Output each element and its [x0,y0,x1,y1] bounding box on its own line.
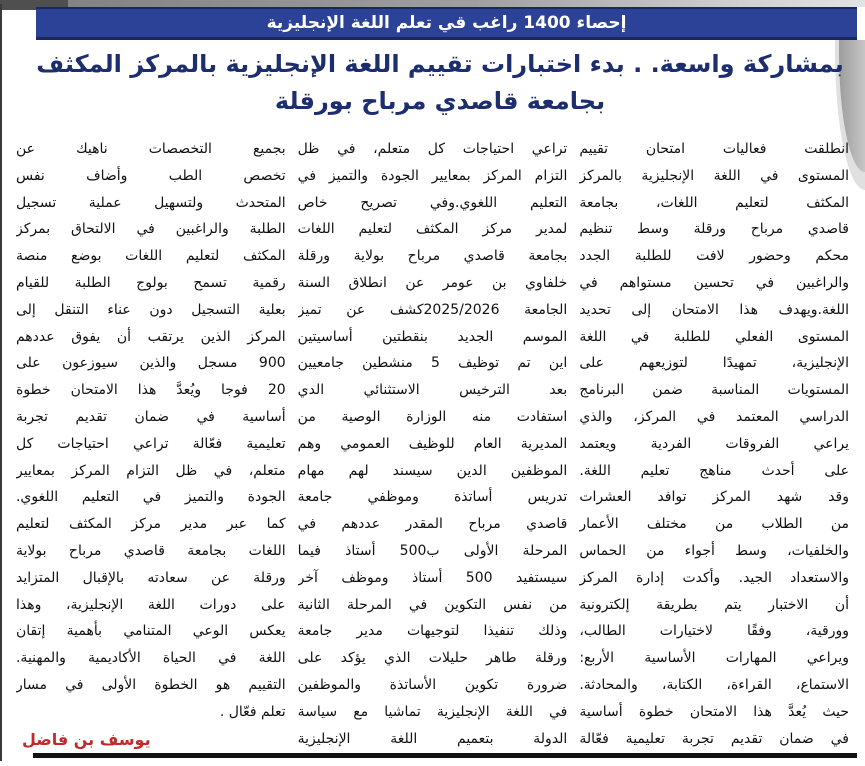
article-line: المتحدث ولتسهيل عملية تسجيل [15,194,286,211]
article-line: سيستفيد 500 أستاذ وموظف آخر [297,569,568,586]
article-line: اللغة.ويهدف هذا الامتحان إلى تحديد [579,301,849,318]
article-line: ويراعي المهارات الأساسية الأربع: [579,650,849,667]
article-line: الاستماع، القراءة، الكتابة، والمحادثة. [579,676,849,693]
article-column-right [579,136,849,754]
kicker-bar [36,7,857,40]
article-line: خلفاوي بن عومر عن انطلاق السنة [297,274,568,291]
article-line: المرحلة الأولى ب500 أستاذ فيما [297,542,568,559]
article-line: التعليم اللغوي.وفي تصريح خاص [297,194,568,211]
article-line: ورقلة طاهر حليلات الذي يؤكد على [297,650,568,667]
article-line: رقمية تسمح بولوج الطلبة للقيام [15,274,286,291]
article-line: ضرورة تكوين الأساتذة والموظفين [297,676,568,693]
article-line: يعكس الوعي المتنامي بأهمية إتقان [15,623,286,640]
article-line: في اللغة الإنجليزية تماشيا مع سياسة [297,703,568,720]
article-line: على دورات اللغة الإنجليزية، وهذا [15,596,286,613]
article-line: تدريس أساتذة وموظفي جامعة [297,489,568,506]
article-line: الجودة والتميز في التعليم اللغوي. [15,489,286,506]
article-line: اين تم توظيف 5 منشطين جامعيين [297,355,568,372]
article-body [16,136,849,754]
article-line: حيث يُعدَّ هذا الامتحان خطوة أساسية [579,703,849,720]
scan-top-edge [0,0,865,7]
article-line: الدولة بتعميم اللغة الإنجليزية [297,730,568,747]
article-line: يراعي الفروقات الفردية ويعتمد [579,435,849,452]
article-line: بعلية التسجيل دون عناء التنقل إلى [15,301,286,318]
article-line: أساسية في ضمان تقديم تجربة [15,408,286,425]
article-line: الدراسي المعتمد في المركز، والذي [579,408,849,425]
article-line: المستويات المناسبة ضمن البرنامج [579,382,849,399]
article-line: المستوى الفعلي للطلبة في اللغة [579,328,849,345]
article-line: وورقية، وفقًا لاختيارات الطالب، [579,623,849,640]
article-line: المركز الذين يرتقب أن يفوق عددهم [15,328,286,345]
article-line: بجامعة قاصدي مرباح بولاية ورقلة [297,248,568,265]
article-line: الجامعة 2025/2026كشف عن تميز [297,301,568,318]
article-line: الموظفين الدين سيسند لهم مهام [297,462,568,479]
article-line: تخصص الطب وأضاف نفس [15,167,286,184]
article-line: تعليمية فعّالة تراعي احتياجات كل [15,435,286,452]
article-line: 900 مسجل والذين سيوزعون على [15,355,286,372]
article-line: وذلك تنفيذا لتوجيهات مدير جامعة [297,623,568,640]
article-line: بعد الترخيس الاستثنائي الدي [297,382,568,399]
article-line: انطلقت فعاليات امتحان تقييم [579,141,849,157]
article-line: الموسم الجديد بنقطتين أساسيتين [297,328,568,345]
article-line: اللغة في الحياة الأكاديمية والمهنية. [15,650,286,667]
article-line: لمدير مركز المكثف لتعليم اللغات [297,221,568,238]
article-line: محكم وحضور لافت للطلبة الجدد [579,248,849,265]
headline-line-1: بمشاركة واسعة. . بدء اختبارات تقييم اللغة الإنجليزية بالمركز المكثف [36,50,844,78]
article-line: والاستعداد الجيد. وأكدت إدارة المركز [579,569,849,586]
article-line: من نفس التكوين في المرحلة الثانية [297,596,568,613]
headline [30,44,850,118]
article-column-middle [298,136,568,754]
author-byline: يوسف بن فاضل [21,729,151,749]
article-line: وقد شهد المركز توافد العشرات [579,489,849,506]
article-line: تعلم فعّال . [219,703,286,720]
article-column-left [16,136,286,754]
article-line: على أحدث مناهج تعليم اللغة. [579,462,849,479]
article-line: قاصدي مرباح المقدر عددهم في [297,516,568,533]
article-line: الإنجليزية، تمهيدًا لتوزيعهم على [579,355,849,372]
article-line: أن الاختبار يتم بطريقة إلكترونية [579,596,849,613]
article-line: المستوى في اللغة الإنجليزية بالمركز [579,167,849,184]
article-line: التزام المركز بمعايير الجودة والتميز في [297,167,568,184]
article-line: المكثف لتعليم اللغات بوضع منصة [15,248,286,265]
article-line: والراغبين في تحسين مستواهم في [579,274,849,291]
article-line: من الطلاب من مختلف الأعمار [579,516,849,533]
article-line: قاصدي مرباح ورقلة وسط تنظيم [579,221,849,238]
headline-line-2: بجامعة قاصدي مرباح بورقلة [274,87,606,115]
article-line: كما عبر مدير مركز المكثف لتعليم [15,516,286,533]
article-bottom-rule [33,753,857,758]
article-line: المكثف لتعليم اللغات، بجامعة [579,194,849,211]
article-line: الطلبة والراغبين في الالتحاق بمركز [15,221,286,238]
article-line: المديرية العام للوظيف العمومي وهم [297,435,568,452]
article-left-border [0,4,2,761]
article-line: 20 فوجا ويُعدَّ هذا الامتحان خطوة [15,382,286,399]
article-line: تراعي احتياجات كل متعلم، في ظل [297,141,568,157]
article-line: استفادت منه الوزارة الوصية من [297,408,568,425]
article-line: التقييم هو الخطوة الأولى في مسار [15,676,286,693]
article-line: بجميع التخصصات ناهيك عن [15,141,286,157]
article-line: في ضمان تقديم تجربة تعليمية فعّالة [579,730,849,747]
kicker-text: إحصاء 1400 راغب قي تعلم اللغة الإنجليزية [266,13,627,33]
article-line: متعلم، في ظل التزام المركز بمعايير [15,462,286,479]
article-line: اللغات بجامعة قاصدي مرباح بولاية [15,542,286,559]
article-line: ورقلة عن سعادته بالإقبال المتزايد [15,569,286,586]
article-line: والخلفيات، وسط أجواء من الحماس [579,542,849,559]
